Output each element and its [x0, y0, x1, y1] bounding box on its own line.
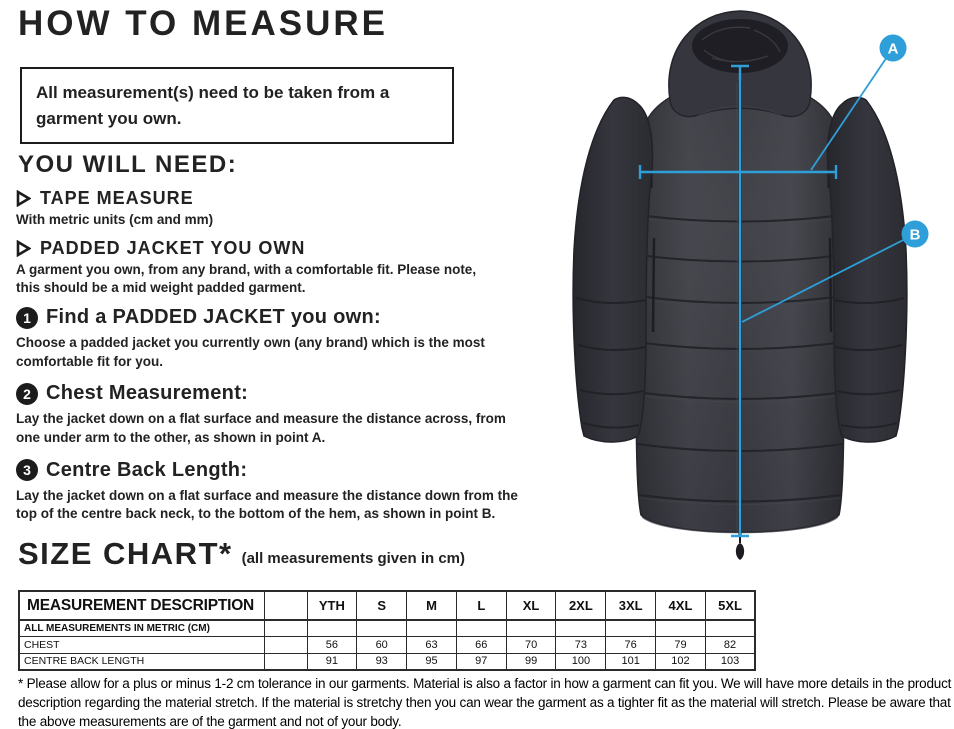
you-will-need-heading: YOU WILL NEED:: [18, 151, 238, 178]
empty-cell: [264, 620, 307, 636]
value-cell: 91: [307, 653, 357, 670]
step-3-number-badge: 3: [16, 459, 38, 481]
measurement-description-header: MEASUREMENT DESCRIPTION: [19, 591, 264, 620]
size-col-header: 4XL: [656, 591, 706, 620]
size-col-header: XL: [506, 591, 556, 620]
step-1-title: Find a PADDED JACKET you own:: [46, 306, 381, 328]
size-col-header: 5XL: [705, 591, 755, 620]
steps-list: [16, 306, 532, 535]
size-chart-table: [18, 590, 756, 671]
point-b-badge: [902, 221, 929, 248]
step-2-number-badge: 2: [16, 383, 38, 405]
triangle-bullet-icon: [16, 190, 31, 207]
empty-cell: [506, 620, 556, 636]
zipper-pull: [736, 543, 744, 560]
step-2-title: Chest Measurement:: [46, 382, 249, 405]
value-cell: 103: [705, 653, 755, 670]
value-cell: 95: [407, 653, 457, 670]
value-cell: 101: [606, 653, 656, 670]
empty-cell: [357, 620, 407, 636]
size-col-header: S: [357, 591, 407, 620]
value-cell: 73: [556, 636, 606, 653]
size-col-header: YTH: [307, 591, 357, 620]
point-a-badge: [880, 35, 907, 62]
value-cell: 82: [705, 636, 755, 653]
list-item: [16, 188, 516, 229]
need-item-description: A garment you own, from any brand, with a comfortable fit. Please note, this should be a mid weight padded garment.: [16, 261, 477, 295]
step-2: [16, 382, 532, 447]
you-will-need-list: [16, 188, 516, 305]
empty-cell: [456, 620, 506, 636]
table-row: [19, 653, 755, 670]
metric-note-row: [19, 620, 755, 636]
step-3: [16, 459, 532, 524]
need-item-description: With metric units (cm and mm): [16, 212, 214, 227]
metric-note-cell: ALL MEASUREMENTS IN METRIC (CM): [19, 620, 264, 636]
triangle-bullet-icon: [16, 240, 31, 257]
table-header-row: [19, 591, 755, 620]
value-cell: 63: [407, 636, 457, 653]
point-a-label: A: [887, 40, 899, 58]
jacket-illustration: [554, 0, 954, 580]
empty-cell: [705, 620, 755, 636]
hand-pocket-left: [653, 238, 654, 332]
step-1-description: Choose a padded jacket you currently own (any brand) which is the most comfortable fit for you.: [16, 335, 485, 369]
row-label: CENTRE BACK LENGTH: [19, 653, 264, 670]
empty-cell: [407, 620, 457, 636]
tolerance-footnote: * Please allow for a plus or minus 1-2 cm tolerance in our garments. Material is also a factor in how a garment can fit you. We will have more details in the product description regarding the material stretch. If the material is stretchy then you can wear the garment as a tighter fit as the material will stretch. Please be aware that the above measurements are of the garment and not of your body.: [18, 676, 952, 729]
empty-cell: [307, 620, 357, 636]
notice-text: All measurement(s) need to be taken from a garment you own.: [36, 83, 390, 128]
size-chart-subtitle: (all measurements given in cm): [241, 550, 465, 567]
empty-cell: [556, 620, 606, 636]
need-item-title: PADDED JACKET YOU OWN: [40, 237, 306, 258]
size-col-header: M: [407, 591, 457, 620]
value-cell: 93: [357, 653, 407, 670]
value-cell: 56: [307, 636, 357, 653]
jacket-diagram: [554, 0, 954, 580]
step-2-description: Lay the jacket down on a flat surface and measure the distance across, from one under arm to the other, as shown in point A.: [16, 411, 506, 445]
size-col-header: 3XL: [606, 591, 656, 620]
empty-cell: [264, 653, 307, 670]
size-col-header: 2XL: [556, 591, 606, 620]
value-cell: 97: [456, 653, 506, 670]
list-item: [16, 238, 516, 297]
notice-box: [20, 67, 454, 144]
empty-cell: [656, 620, 706, 636]
page-title: HOW TO MEASURE: [18, 4, 388, 43]
size-chart-title: SIZE CHART*: [18, 536, 233, 571]
value-cell: 102: [656, 653, 706, 670]
empty-cell: [606, 620, 656, 636]
value-cell: 66: [456, 636, 506, 653]
value-cell: 60: [357, 636, 407, 653]
hand-pocket-right: [830, 238, 831, 332]
table-row: [19, 636, 755, 653]
value-cell: 76: [606, 636, 656, 653]
point-b-label: B: [909, 226, 921, 244]
value-cell: 79: [656, 636, 706, 653]
empty-cell: [264, 591, 307, 620]
row-label: CHEST: [19, 636, 264, 653]
value-cell: 99: [506, 653, 556, 670]
need-item-title: TAPE MEASURE: [40, 188, 194, 208]
empty-cell: [264, 636, 307, 653]
step-3-description: Lay the jacket down on a flat surface and measure the distance down from the top of the centre back neck, to the bottom of the hem, as shown in point B.: [16, 487, 518, 522]
value-cell: 70: [506, 636, 556, 653]
value-cell: 100: [556, 653, 606, 670]
step-3-title: Centre Back Length:: [46, 458, 248, 481]
step-1: [16, 306, 532, 371]
size-col-header: L: [456, 591, 506, 620]
size-chart-heading: [18, 536, 465, 572]
step-1-number-badge: 1: [16, 307, 38, 329]
